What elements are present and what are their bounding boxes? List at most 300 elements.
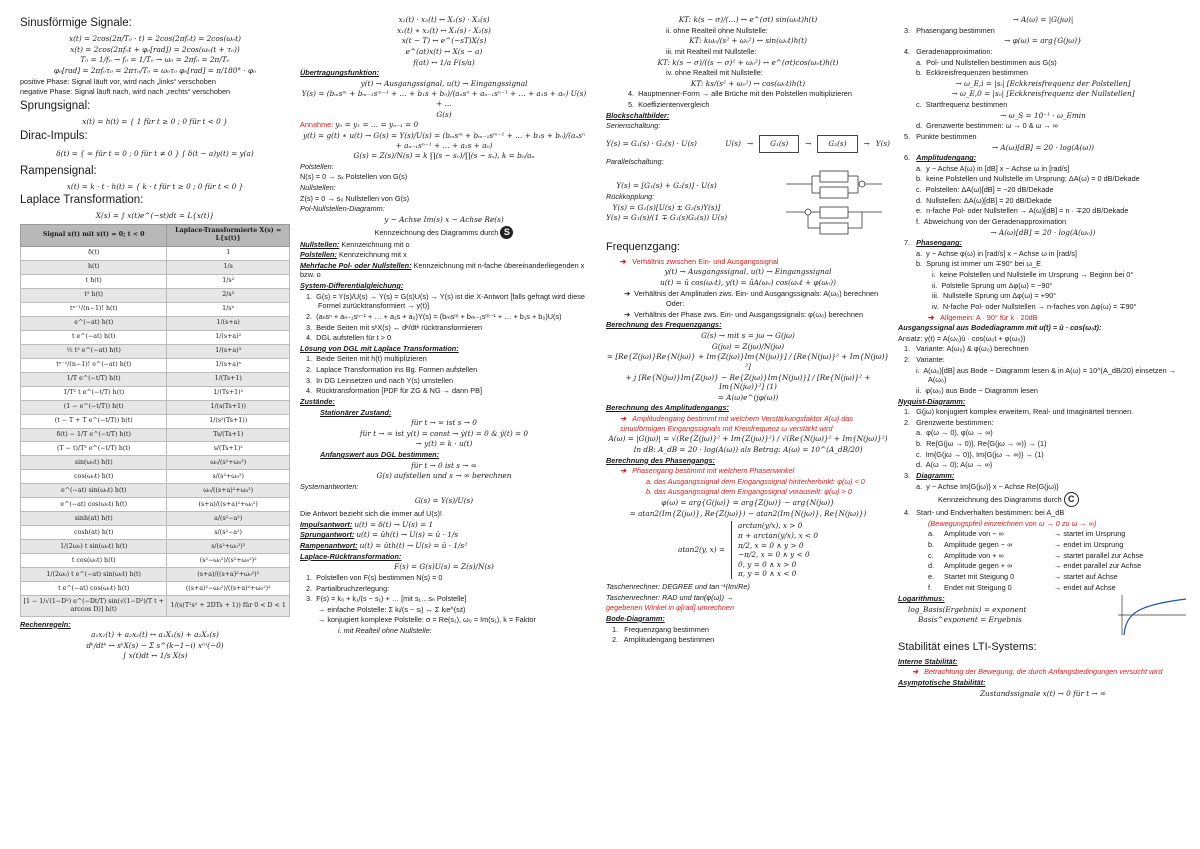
amp-item: a. y − Achse A(ω) in [dB] x − Achse ω in [rad/s] [916, 163, 1070, 173]
phase-red: ➔ Phasengang bestimmt mit welchem Phasenwinkel [620, 466, 795, 476]
table-row [21, 344, 290, 358]
pbz-eq: F(s) = G(s)U(s) = Z(s)/N(s) [394, 562, 494, 572]
transform-cell: ((s+a)²−ω₀²)/((s+a)²+ω₀²)² [167, 582, 290, 596]
arrow-icon: ➔ [620, 256, 627, 266]
transform-cell: s/(Ts+1)² [167, 442, 290, 456]
pn-title: Pol-Nullstellen-Diagramm: [300, 204, 385, 214]
behaviour-result: → startet parallel zur Achse [1054, 550, 1144, 560]
behaviour-condition: Amplitude gegen + ∞ [944, 561, 1013, 571]
arrow-icon: ➔ [620, 466, 627, 476]
rule: dᵏ/dtᵏ ↔ sᵏX(s) − Σ s^(k−1−i) x⁽ⁱ⁾(−0) [86, 640, 224, 650]
freq-eq: u(t) = û cos(ω₀t), y(t) = ûA(ω₀) cos(ω₀t + φ(ω₀)) [660, 277, 836, 287]
amp-item: d. Nullstellen: ΔA(ω)[dB] = 20 dB/Dekade [916, 195, 1052, 205]
signal-cell: 1/T² t e^(−t/T) h(t) [21, 386, 167, 400]
column-4 [898, 14, 1188, 842]
sde-item: 4. DGL aufstellen für t > 0 [306, 333, 392, 343]
hn-item: 4. Hauptnenner-Form → alle Brüche mit den Polstellen multiplizieren [628, 89, 852, 99]
ph-item: a. y − Achse φ(ω) in [rad/s] x − Achse ω in [rad/s] [916, 248, 1077, 258]
amp-tail: → A(ω)[dB] = 20 · log(A(ω₀)) [990, 227, 1096, 237]
log-eq: Basis^exponent = Ergebnis [918, 615, 1022, 625]
amp-title: Berechnung des Amplitudengangs: [606, 403, 729, 413]
kt-item: KT: ks/(s² + ω₀²) ↔ cos(ω₀t)h(t) [690, 78, 806, 88]
transform-cell: (s+a)/((s+a)²+ω₀²)² [167, 568, 290, 582]
freq-red: ➔ Verhältnis zwischen Ein- und Ausgangssignal [620, 256, 779, 266]
phase-eq: φ(ω) = arg{G(jω)} = arg{Z(jω)} − arg{N(jω)} [661, 498, 835, 508]
behaviour-result: → startet im Ursprung [1054, 529, 1126, 539]
signal-cell: sin(ω₀t) h(t) [21, 456, 167, 470]
table-row [21, 456, 290, 470]
table-row [21, 372, 290, 386]
tf-eq: Y(s) = (bₘsᵐ + bₘ₋₁sᵐ⁻¹ + … + b₁s + b₀)/(aₙsⁿ + aₙ₋₁sⁿ⁻¹ + … + a₁s + a₀) U(s) + … [301, 89, 587, 108]
rampe-label: Rampenantwort: [300, 541, 358, 550]
behaviour-item: c. Amplitude von + ∞ → startet parallel zur Achse [928, 550, 1144, 560]
atan-case: −π/2, x = 0 ∧ y < 0 [738, 550, 810, 560]
ps-mark-label: Polstellen: [300, 250, 337, 260]
behaviour-list [898, 529, 1188, 592]
nyq-sub: c. Im{G(jω → 0)}, Im{G(jω → ∞)} → (1) [916, 449, 1044, 459]
stat-eq: für t → ∞ ist s → 0 [411, 418, 477, 428]
nyq-item: 1. G(jω) konjugiert komplex erweitern, Real- und Imaginärteil trennen. [904, 407, 1134, 417]
laplace-table [20, 224, 290, 616]
pbz-sub: → einfache Polstelle: Σ kᵢ/(s − sᵢ) ↔ Σ kᵢe^(sᵢt) [318, 604, 466, 614]
phase-red-b: b. das Ausgangssignal dem Eingangssignal vorauseilt: φ(ω) > 0 [646, 487, 852, 497]
transform-cell: 1/(s+a)² [167, 330, 290, 344]
calc-title: Berechnung des Frequenzgangs: [606, 320, 722, 330]
signal-cell: tⁿ⁻¹/(n−1)! e^(−at) h(t) [21, 358, 167, 372]
block-y-label: Y(s) [875, 138, 890, 148]
nyq-item: 3. Diagramm: [904, 470, 955, 480]
table-row [21, 330, 290, 344]
calc-eq: = [Re{Z(jω)}Re{N(jω)} + Im{Z(jω)}Im{N(jω)}] / [Re{N(jω)}² + Im{N(jω)}²] [606, 352, 890, 371]
signal-cell: (t − T + T e^(−t/T)) h(t) [21, 414, 167, 428]
amp-item: e. n-fache Pol- oder Nullstellen → A(ω)[dB] = n · ∓20 dB/Dekade [916, 206, 1129, 216]
top-item: 4. Geradenapproximation: [904, 46, 993, 56]
pbz-item: 2. Partialbruchzerlegung: [306, 583, 390, 593]
freq-bullet: ➔ Verhältnis der Amplituden zws. Ein- und Ausgangssignals: A(ω₀) berechnen [624, 288, 879, 298]
signal-cell: sinh(at) h(t) [21, 512, 167, 526]
bode-title: Bode-Diagramm: [606, 613, 665, 623]
amp-item: b. keine Polstellen und Nullstelle im Ursprung: ΔA(ω) = 0 dB/Dekade [916, 174, 1140, 184]
sprung-title: Sprungsignal: [20, 99, 91, 112]
asym-title: Asymptotische Stabilität: [898, 677, 986, 687]
transform-cell: ω₀/(s²+ω₀²) [167, 456, 290, 470]
sinus-eq: T₀ = 1/f₀ → f₀ = 1/T₀ → ω₀ = 2πf₀ = 2π/T₀ [80, 55, 230, 65]
column-2 [300, 14, 588, 842]
signal-cell: δ(t) − 1/T e^(−t/T) h(t) [21, 428, 167, 442]
log-eq: log_Basis(Ergebnis) = exponent [908, 604, 1027, 614]
table-row [21, 358, 290, 372]
signal-cell: tⁿ⁻¹/(n−1)! h(t) [21, 302, 167, 316]
atan-case: 0, y = 0 ∧ x > 0 [738, 559, 797, 569]
behaviour-condition: Endet mit Steigung 0 [944, 582, 1012, 592]
calc-note-red: gegebenen Winkel in φ[rad] umrechnen [606, 603, 735, 613]
start-eq: → ω_S = 10⁻¹ · ω_Emin [1000, 110, 1086, 120]
behaviour-item: e. Startet mit Steigung 0 → startet auf Achse [928, 571, 1118, 581]
phase-red-a: a. das Ausgangssignal dem Eingangssignal hinterherhinkt: φ(ω) < 0 [646, 476, 865, 486]
transform-cell: a/(s²−a²) [167, 512, 290, 526]
g-eq: y(t) = g(t) ∗ u(t) → G(s) = Y(s)/U(s) = (bₘsᵐ + bₘ₋₁sᵐ⁻¹ + … + b₁s + b₀)/(aₙsⁿ + aₙ₋₁sⁿ⁻¹ + … + a₁s + a₀) [302, 130, 586, 150]
asym-eq: Zustandssignale x(t) → 0 für t → ∞ [979, 688, 1107, 698]
approx-item: b. Eckkreisfrequenzen bestimmen [916, 68, 1028, 78]
sinus-eq: φ₀[rad] = 2πf₀τ₀ = 2πτ₀/T₀ = ω₀τ₀ φ₀[rad] = π/180° · φ₀ [53, 66, 257, 76]
behaviour-condition: Amplitude von + ∞ [944, 550, 1004, 560]
table-row [21, 428, 290, 442]
table-row [21, 442, 290, 456]
stat-eq: → y(t) = k · u(t) [415, 439, 473, 449]
amp-item: c. Polstellen: ΔA(ω)[dB] = −20 dB/Dekade [916, 185, 1054, 194]
table-row [21, 596, 290, 616]
kt-item: iv. ohne Realteil mit Nullstelle: [666, 68, 763, 78]
arrow-icon: ➔ [928, 312, 935, 322]
negative-phase-note: negative Phase: Signal läuft nach, wird nach „rechts“ verschoben [20, 87, 231, 97]
behaviour-item: a. Amplitude von − ∞ → startet im Ursprung [928, 529, 1126, 539]
feedback-eq: Y(s) = G₁(s)/(1 ∓ G₁(s)G₂(s)) U(s) [606, 213, 728, 223]
kt-item: iii. mit Realteil mit Nullstelle: [666, 46, 757, 56]
nyq-sub: b. Re{G(jω → 0)}, Re{G(jω → ∞)} → (1) [916, 439, 1047, 448]
null-title: Nullstellen: [300, 183, 336, 192]
block-g1: G₁(s) [759, 135, 799, 153]
behaviour-condition: Startet mit Steigung 0 [944, 571, 1015, 581]
pole-text: N(s) = 0 → sₓ Polstellen von G(s) [300, 172, 408, 182]
ns-mark-label: Nullstellen: [300, 239, 340, 249]
rule: f(at) ↔ 1/a F(s/a) [413, 57, 475, 67]
transform-cell: 1/(s+a) [167, 316, 290, 330]
sa-text: Die Antwort bezieht sich die immer auf U(s)! [300, 509, 442, 519]
atan-case: π, y = 0 ∧ x < 0 [738, 569, 797, 579]
behaviour-item: d. Amplitude gegen + ∞ → endet parallel zur Achse [928, 561, 1142, 571]
behaviour-condition: Amplitude von − ∞ [944, 529, 1004, 539]
parallel-title: Parallelschaltung: [606, 156, 664, 166]
transform-cell: 1/(Ts+1) [167, 372, 290, 386]
top-item: 3. Phasengang bestimmen [904, 25, 995, 35]
amp-red: ➔ Amplitudengang bestimmt mit welchem Verstärkungsfaktor A(ω) das sinusförmigen Eingangssignals mit Kreisfrequenz ω verstärkt wird [620, 414, 854, 433]
ansatz: Ansatz: y(t) = A(ω₀)û · cos(ω₀t + φ(ω₀)) [898, 333, 1026, 343]
signal-cell: cosh(at) h(t) [21, 526, 167, 540]
null-text: Z(s) = 0 → s₀ Nullstellen von G(s) [300, 193, 410, 203]
rule: ∫ x(t)dt ↔ 1/s X(s) [122, 651, 188, 661]
out-title: Ausgangssignal aus Bodediagramm mit u(t) = û · cos(ω₀t): [898, 323, 1102, 333]
stab-title: Stabilität eines LTI-Systems: [898, 641, 1037, 654]
eck-eq: → ω_E,0 = |s₀| [Eckkreisfrequenz der Nullstellen] [951, 89, 1135, 99]
signal-cell: t cos(ω₀t) h(t) [21, 554, 167, 568]
sprung-label: Sprungantwort: [300, 530, 355, 540]
laplace-eq: X(s) = ∫ x(t)e^(−st)dt = L{x(t)} [95, 211, 215, 221]
transform-cell: 1/s [167, 260, 290, 274]
table-row [21, 386, 290, 400]
freq-oder: Oder: [666, 299, 685, 309]
dgl-item: 2. Laplace Transformation ins Bg. Formen aufstellen [306, 365, 478, 374]
transform-cell: 1/(s²(Ts+1)) [167, 414, 290, 428]
state-title: Zustände: [300, 396, 335, 406]
atan-lhs: atan2(y, x) = [677, 545, 725, 555]
ph-sub: iii. Nullstelle Sprung um Δφ(ω) = +90° [932, 291, 1057, 301]
sde-item: 1. G(s) = Y(s)/U(s) → Y(s) = G(s)U(s) → Y(s) ist die X-Antwort [falls gefragt wird diese Formel zurücktransformiert → y(t)] [306, 291, 585, 311]
phase-eq: = atan2(Im{Z(jω)}, Re{Z(jω)}) − atan2(Im{N(jω)}, Re{N(jω)}) [629, 508, 867, 518]
rampe-title: Rampensignal: [20, 164, 97, 177]
g-eq2: G(s) = Z(s)/N(s) = k ∏(s − s₀)/∏(s − sₓ), k = b₀/aₙ [353, 151, 535, 161]
atan-case: arctan(y/x), x > 0 [738, 521, 803, 531]
signal-cell: e^(−at) sin(ω₀t) h(t) [21, 484, 167, 498]
ph-sub: ii. Polstelle Sprung um Δφ(ω) = −90° [932, 280, 1053, 290]
freq-title: Frequenzgang: [606, 241, 680, 254]
arrow-icon: ➔ [624, 309, 635, 319]
feedback-eq: Y(s) = G₁(s)[U(s) ± G₂(s)Y(s)] [612, 202, 721, 212]
rule: a₁x₁(t) + a₂x₂(t) ↔ a₁X₁(s) + a₂X₂(s) [91, 630, 219, 640]
pbz-item: 3. F(s) = k₀ + k₁/(s − s₁) + … [mit s₁…sₙ Polstelle] [306, 594, 467, 604]
signal-cell: t² h(t) [21, 288, 167, 302]
var-item: 1. Variante: A(ω₀) & φ(ω₀) berechnen [904, 344, 1029, 354]
freq-bullet: ➔ Verhältnis der Phase zws. Ein- und Ausgangssignals: φ(ω₀) berechnen [624, 309, 864, 319]
sprung-eq: x(t) = h(t) = { 1 für t ≥ 0 ; 0 für t < 0 } [82, 117, 228, 127]
pbz-sub: i. mit Realteil ohne Nullstelle: [338, 626, 432, 635]
kt-item: KT: kω₀/(s² + ω₀²) ↔ sin(ω₀t)h(t) [689, 36, 807, 46]
var-sub: i. A(ω₀)[dB] aus Bode − Diagramm lesen & in A(ω) = 10^(A_dB/20) einsetzen → A(ω₀) [916, 365, 1176, 385]
signal-cell: 1/(2ω₀) t e^(−at) sin(ω₀t) h(t) [21, 568, 167, 582]
arrow-icon: ➔ [620, 414, 627, 424]
annahme-text: y₀ = y₁ = … = yₙ₋₁ = 0 [335, 120, 419, 130]
pbz-sub: → konjugiert komplexe Polstelle: σ = Re(s₁), ω₀ = Im(s₁), k = Faktor [318, 615, 536, 625]
column-1 [20, 14, 290, 842]
parallel-eq: Y(s) = [G₁(s) + G₂(s)] · U(s) [616, 181, 717, 191]
transform-cell: 1 [167, 246, 290, 260]
phase-title: Berechnung des Phasengangs: [606, 455, 716, 465]
log-title: Logarithmus: [898, 594, 945, 604]
laplace-table-head-left: Signal x(t) mit x(t) = 0; t < 0 [21, 225, 167, 247]
tf-title: Übertragungsfunktion: [300, 68, 380, 78]
hn-item: 5. Koeffizientenvergleich [628, 100, 710, 109]
nyq-sub: a. y − Achse Im{G(jω)} x − Achse Re{G(jω)} [916, 481, 1059, 491]
approx-item: d. Grenzwerte bestimmen: ω → 0 & ω → ∞ [916, 121, 1058, 131]
sa-title: Systemantworten: [300, 481, 359, 491]
transform-cell: 2/s³ [167, 288, 290, 302]
serial-title: Serienschaltung: [606, 121, 661, 131]
arrow-icon: ➔ [624, 288, 635, 298]
intern-red: ➔ Betrachtung der Bewegung, die durch Anfangsbedingungen versucht wird [912, 667, 1163, 677]
transform-cell: 1/(s+a)³ [167, 344, 290, 358]
signal-cell: 1/T e^(−t/T) h(t) [21, 372, 167, 386]
nyq-item: 2. Grenzwerte bestimmen: [904, 417, 994, 427]
anf-title: Anfangswert aus DGL bestimmen: [320, 450, 440, 459]
table-row [21, 484, 290, 498]
anf-eq: G(s) aufstellen und s → ∞ berechnen [376, 471, 512, 481]
rampe-eq: x(t) = k · t · h(t) = { k · t für t ≥ 0 ; 0 für t < 0 } [66, 181, 244, 191]
step-5: 5. Punkte bestimmen [904, 131, 977, 141]
table-row [21, 568, 290, 582]
pn-axes: y − Achse Im(s) x − Achse Re(s) [384, 214, 504, 224]
table-row [21, 288, 290, 302]
sinus-eq: x(t) = 2cos(2π/T₀ · t) = 2cos(2πf₀t) = 2cos(ω₀t) [68, 34, 242, 44]
var-item: 2. Variante: [904, 355, 945, 364]
behaviour-item: b. Amplitude gegen − ∞ → endet im Ursprung [928, 540, 1124, 549]
rule: x₁(t) · x₂(t) ↔ X₁(s) · X₂(s) [398, 15, 490, 24]
approx-item: a. Pol- und Nullstellen bestimmen aus G(s) [916, 57, 1057, 67]
intern-title: Interne Stabilität: [898, 656, 958, 666]
table-row [21, 512, 290, 526]
dgl-item: 4. Rücktransformation [PDF für ZG & NG → dann PB] [306, 386, 482, 396]
signal-cell: e^(−at) h(t) [21, 316, 167, 330]
table-row [21, 470, 290, 484]
rule: x₁(t) ∗ x₂(t) ↔ X₁(s) · X₂(s) [397, 25, 491, 35]
sde-item: 3. Beide Seiten mit sᵏX(s) ↔ dᵏ/dtᵏ rücktransformieren [306, 322, 483, 332]
transform-cell: 1/s² [167, 274, 290, 288]
behaviour-result: → endet im Ursprung [1054, 540, 1124, 549]
nyq-title: Nyquist-Diagramm: [898, 396, 966, 406]
s-badge-icon: S [500, 226, 513, 239]
transform-cell: 1/(s(Ts+1)) [167, 400, 290, 414]
signal-cell: t e^(−at) h(t) [21, 330, 167, 344]
sde-title: System-Differentialgleichung: [300, 281, 404, 290]
behaviour-result: → startet auf Achse [1054, 571, 1118, 581]
pbz-item: 1. Polstellen von F(s) bestimmen N(s) = 0 [306, 572, 443, 582]
table-row [21, 246, 290, 260]
amp-db-eq: In dB: A_dB = 20 · log(A(ω)) als Betrag: A(ω) = 10^(A_dB/20) [633, 444, 863, 454]
calc-eq: G(s) → mit s = jω → G(jω) [701, 331, 795, 341]
signal-cell: t e^(−at) cos(ω₀t) h(t) [21, 582, 167, 596]
signal-cell: [1 − 1/√(1−D²) e^(−Dt/T) sin(√(1−D²)/T t + arccos D)] h(t) [21, 596, 167, 616]
table-row [21, 274, 290, 288]
freq-eq: y(t) → Ausgangssignal, u(t) → Eingangssignal [664, 267, 832, 277]
pn-text: Kennzeichnung des Diagramms durch [374, 227, 499, 237]
feedback-title: Rückkopplung: [606, 192, 655, 201]
pbz-title: Laplace-Rücktransformation: [300, 551, 402, 561]
ph-sub: iv. N-fache Pol- oder Nullstellen → n-faches von Δφ(ω) = ∓90° [932, 301, 1137, 311]
ph-sub: i. keine Polstellen und Nullstelle im Ursprung → Beginn bei 0° [932, 270, 1134, 279]
signal-cell: δ(t) [21, 246, 167, 260]
table-row [21, 260, 290, 274]
stat-eq: für t → ∞ ist y(t) = const → ẏ(t) = 0 & ÿ(t) = 0 [359, 428, 529, 438]
nyq-diag-text: Kennzeichnung des Diagramms durch [938, 495, 1062, 505]
log-graph [1110, 593, 1188, 637]
nyq-sub: a. φ(ω → 0), φ(ω → ∞) [916, 428, 993, 438]
amp-eq: A(ω) = |G(jω)| = √(Re{Z(jω)}² + Im{Z(jω)}²) / √(Re{N(jω)}² + Im{N(jω)}²) [608, 434, 888, 444]
transform-cell: ω₀/((s+a)²+ω₀²) [167, 484, 290, 498]
tf-g-label: G(s) [436, 109, 452, 119]
signal-cell: (1 − e^(−t/T)) h(t) [21, 400, 167, 414]
table-row [21, 540, 290, 554]
behaviour-result: → endet auf Achse [1054, 582, 1116, 592]
table-row [21, 316, 290, 330]
signal-cell: h(t) [21, 260, 167, 274]
column-3 [606, 14, 890, 842]
behaviour-item: f. Endet mit Steigung 0 → endet auf Achse [928, 582, 1116, 592]
rule: e^(at)x(t) ↔ X(s − a) [405, 46, 483, 56]
var-sub: ii. φ(ω₀) aus Bode − Diagramm lesen [916, 385, 1038, 395]
laplace-title: Laplace Transformation: [20, 194, 144, 207]
table-row [21, 414, 290, 428]
stat-title: Stationärer Zustand: [320, 407, 392, 417]
top-eq: → A(ω) = |G(jω)| [1012, 15, 1074, 24]
positive-phase-note: positive Phase: Signal läuft vor, wird nach „links“ verschoben [20, 76, 216, 86]
transform-cell: (s+a)/((s+a)²+ω₀²) [167, 498, 290, 512]
dgl-item: 1. Beide Seiten mit h(t) multiplizieren [306, 354, 427, 364]
block-g2: G₂(s) [817, 135, 857, 153]
signal-cell: (T − t)/T³ e^(−t/T) h(t) [21, 442, 167, 456]
amp-item: f. Abweichung von der Geradenapproximation [916, 216, 1067, 226]
step-5-eq: → A(ω)[dB] = 20 · log(A(ω)) [991, 142, 1095, 152]
nyq-item: 4. Start- und Endverhalten bestimmen: bei A_dB [904, 508, 1065, 518]
kt-item: ii. ohne Realteil ohne Nullstelle: [666, 25, 768, 35]
c-badge-icon: C [1064, 492, 1079, 507]
approx-item: c. Startfrequenz bestimmen [916, 100, 1008, 109]
arrow-icon: ➔ [912, 667, 919, 677]
table-row [21, 400, 290, 414]
signal-cell: 1/(2ω₀) t sin(ω₀t) h(t) [21, 540, 167, 554]
dirac-eq: δ(t) = { ∞ für t = 0 ; 0 für t ≠ 0 } ∫ δ(t − a)y(t) = y(a) [56, 148, 254, 158]
dirac-title: Dirac-Impuls: [20, 129, 88, 142]
sinus-title: Sinusförmige Signale: [20, 17, 132, 29]
anf-eq: für t → 0 ist s → ∞ [411, 460, 477, 470]
calc-eq: G(jω) = Z(jω)/N(jω) [711, 341, 785, 351]
transform-cell: s/(s²+ω₀²) [167, 470, 290, 484]
calc-note: Taschenrechner: RAD und tan(φ(ω)) → [606, 592, 734, 602]
nyq-red: (Bewegungspfeil einzeichnen von ω → 0 zu ω → ∞) [928, 518, 1097, 528]
calc-eq: + j [Re{N(jω)}Im{Z(jω)} − Re{Z(jω)}Im{N(jω)}] / [Re{N(jω)}² + Im{N(jω)}²] (1) [625, 372, 871, 392]
sprung-answer-eq: u(t) = ûh(t) → U(s) = û · 1/s [356, 530, 459, 540]
annahme-label: Annahme: [300, 120, 334, 130]
rampe-answer-eq: u(t) = ûth(t) → U(s) = û · 1/s² [359, 541, 468, 550]
bode-item: 2. Amplitudengang bestimmen [612, 635, 715, 645]
transform-cell: s/(s²−a²) [167, 526, 290, 540]
impuls-label: Impulsantwort: [300, 519, 353, 529]
tf-line: y(t) → Ausgangssignal, u(t) → Eingangssignal [360, 78, 528, 88]
serial-block-diagram: U(s) → G₁(s) → G₂(s) → Y(s) [725, 135, 890, 153]
serial-eq: Y(s) = G₁(s) · G₂(s) · U(s) [606, 138, 697, 148]
multi-label: Mehrfache Pol- oder Nullstellen: [300, 260, 412, 270]
eck-eq: → ω_E,i = |sᵢ| [Eckkreisfrequenz der Polstellen] [955, 78, 1131, 88]
block-u-label: U(s) [725, 138, 741, 148]
pole-title: Polstellen: [300, 161, 334, 171]
kt-item: KT: k(s − σ)/((s − σ)² + ω₀²) ↔ e^(σt)cos(ω₀t)h(t) [657, 57, 839, 67]
behaviour-result: → endet parallel zur Achse [1054, 561, 1142, 571]
dgl-item: 3. In DG Leinsetzen und nach Y(s) umstellen [306, 375, 454, 385]
behaviour-condition: Amplitude gegen − ∞ [944, 540, 1013, 549]
calc-note: Taschenrechner: DEGREE und tan⁻¹(Im/Re) [606, 582, 750, 592]
signal-cell: cos(ω₀t) h(t) [21, 470, 167, 484]
ph-item: b. Sprung ist immer um ∓90° bei ω_E [916, 259, 1042, 269]
ps-mark: Kennzeichnung mit x [338, 250, 407, 260]
multi-text: Kennzeichnung mit n-fache übereinanderliegenden x bzw. o [300, 260, 585, 280]
parallel-feedback-diagram [782, 167, 890, 237]
transform-cell: s/(s²+ω₀²)² [167, 540, 290, 554]
atan2-definition [606, 521, 890, 579]
signal-cell: e^(−at) cos(ω₀t) h(t) [21, 498, 167, 512]
transform-cell: 1/(s(T²s² + 2DTs + 1)) für 0 < D < 1 [167, 596, 290, 616]
top-sub: → φ(ω) = arg{G(jω)} [1004, 36, 1082, 46]
calc-eq: = A(ω)e^(jφ(ω)) [717, 392, 779, 402]
signal-cell: ½ t² e^(−at) h(t) [21, 344, 167, 358]
bode-item: 1. Frequenzgang bestimmen [612, 624, 709, 634]
rule: x(t − T) ↔ e^(−sT)X(s) [401, 36, 487, 46]
sde-item: 2. (aₙsⁿ + aₙ₋₁sⁿ⁻¹ + … + a₁s + a₀)Y(s) = (bₘsᵐ + bₘ₋₁sᵐ⁻¹ + … + b₁s + b₀)U(s) [306, 311, 562, 321]
sa-eq: G(s) = Y(s)/U(s) [414, 495, 474, 505]
transform-cell: 1/(s+a)ⁿ [167, 358, 290, 372]
signal-cell: t h(t) [21, 274, 167, 288]
ph-red: ➔ Allgemein: A · 90° für k · 20dB [928, 312, 1038, 322]
transform-cell: (s²−ω₀²)/(s²+ω₀²)² [167, 554, 290, 568]
transform-cell: 1/(Ts+1)² [167, 386, 290, 400]
dgl-title: Lösung von DGL mit Laplace Transformation: [300, 343, 459, 353]
rules-title: Rechenregeln: [20, 619, 71, 629]
table-row [21, 302, 290, 316]
step-7: 7. Phasengang: [904, 238, 962, 248]
nyq-sub: d. A(ω → 0); A(ω → ∞) [916, 460, 993, 470]
kt-item: KT: k(s − σ)/(…) ↔ e^(σt) sin(ω₀t)h(t) [678, 15, 818, 24]
table-row [21, 498, 290, 512]
impuls-eq: u(t) = δ(t) → U(s) = 1 [354, 519, 434, 529]
block-title: Blockschaltbilder: [606, 110, 670, 120]
table-row [21, 526, 290, 540]
laplace-table-body [21, 246, 290, 616]
